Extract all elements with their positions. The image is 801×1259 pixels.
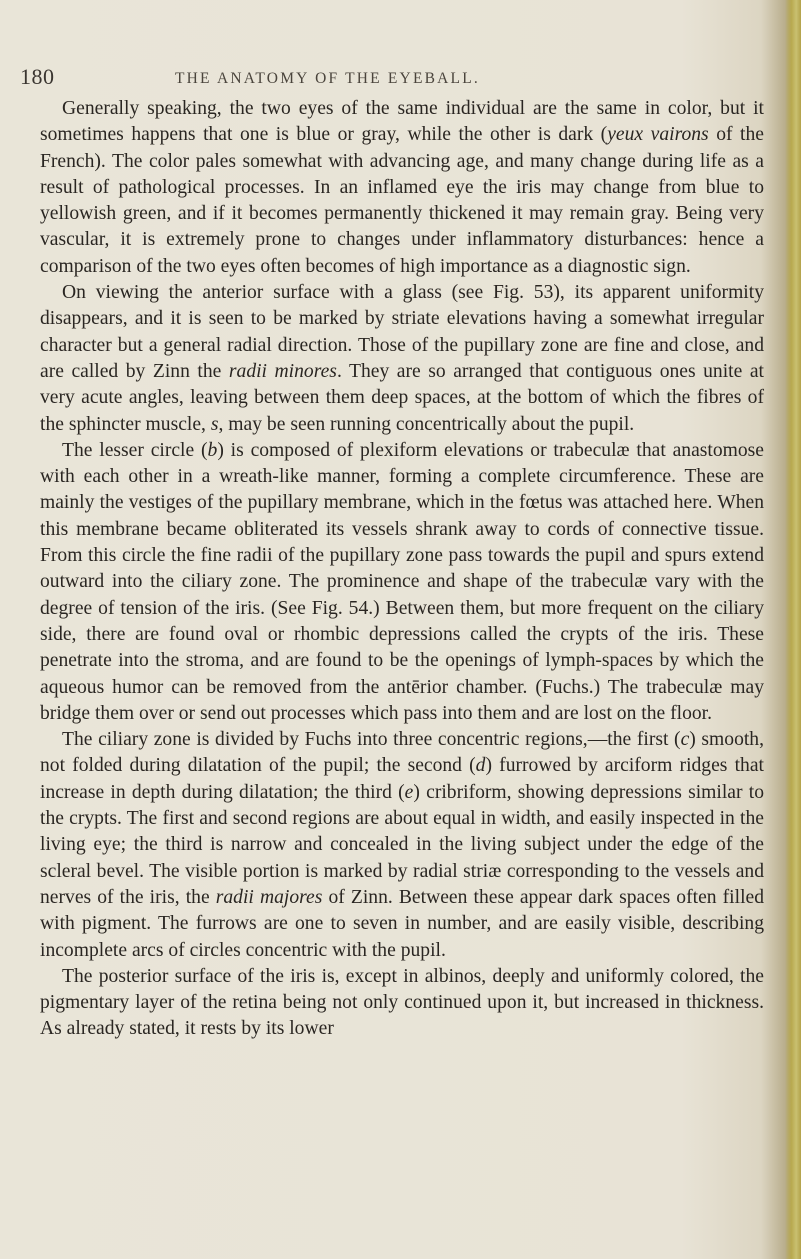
text-run: ) smooth, not folded during dilatation of the pupil; the second ( [40,729,765,777]
text-run: The lesser circle ( [62,439,208,461]
paragraph [40,438,764,727]
paragraph [40,964,764,1043]
italic-term: e [404,781,414,803]
italic-term: radii minores [228,360,337,382]
italic-term: radii majores [215,886,323,908]
text-run: , may be seen running concentrically about the pupil. [218,413,635,435]
italic-term: yeux vairons [607,124,709,146]
text-run: ) is composed of plexiform elevations or trabeculæ that anastomose with each other in a wreath-like manner, forming a complete circumference. These are mainly the vestiges of the pupillary membrane, which in the fœtus was attached here. When this membrane became obliterated its vessels shrank away to cords of connective tissue. From this circle the fine radii of the pupillary zone pass towards the pupil and spurs extend outward into the ciliary zone. The prominence and shape of the trabeculæ vary with the degree of tension of the iris. (See Fig. 54.) Between them, but more frequent on the ciliary side, there are found oval or rhombic depressions called the crypts of the iris. These penetrate into the stroma, and are found to be the openings of lymph-spaces by which the aqueous humor can be removed from the antērior chamber. (Fuchs.) The trabeculæ may bridge them over or send out processes which pass into them and are lost on the floor. [40,439,765,724]
text-run: ) furrowed by arciform ridges that increase in depth during dilatation; the third ( [40,755,764,803]
text-run: On viewing the anterior surface with a glass (see Fig. 53), its apparent uniformity disappears, and it is seen to be marked by striate elevations having a somewhat irregular character but a general radial direction. Those of the pupillary zone are fine and close, and are called by Zinn the [40,282,764,382]
text-run: The ciliary zone is divided by Fuchs into three concentric regions,—the first ( [62,729,681,751]
italic-term: d [475,755,486,777]
page-number: 180 [20,64,55,89]
text-run: The posterior surface of the iris is, except in albinos, deeply and uniformly colored, the pigmentary layer of the retina being not only continued upon it, but increased in thickness. As already stated, it rests by its lower [40,965,764,1040]
paragraph [40,727,764,964]
paragraph [40,96,764,280]
running-head [20,64,780,94]
text-run: Generally speaking, the two eyes of the same individual are the same in color, but it sometimes happens that one is blue or gray, while the other is dark ( [40,98,764,146]
paragraph [40,280,764,438]
italic-term: b [207,439,218,461]
body-text [40,96,764,1043]
running-title: THE ANATOMY OF THE EYEBALL. [175,70,480,87]
text-run: . They are so arranged that contiguous ones unite at very acute angles, leaving between them deep spaces, at the bottom of which the fibres of the sphincter muscle, [40,360,764,435]
page-edge-discoloration [785,0,801,1259]
italic-term: c [680,729,690,751]
text-run: of Zinn. Between these appear dark spaces often filled with pigment. The furrows are one to seven in number, and are easily visible, describing incomplete arcs of circles concentric with the pupil. [40,886,765,961]
text-run: ) cribriform, showing depressions similar to the crypts. The first and second regions are about equal in width, and easily inspected in the living eye; the third is narrow and concealed in the living subject under the edge of the scleral bevel. The visible portion is marked by radial striæ corresponding to the vessels and nerves of the iris, the [40,781,764,908]
italic-term: s [210,413,219,435]
text-run: of the French). The color pales somewhat with advancing age, and many change during life as a result of pathological processes. In an inflamed eye the iris may change from blue to yellowish green, and if it becomes permanently thickened it may remain gray. Being very vascular, it is extremely prone to changes under inflammatory disturbances: hence a comparison of the two eyes often becomes of high importance as a diagnostic sign. [40,124,764,277]
